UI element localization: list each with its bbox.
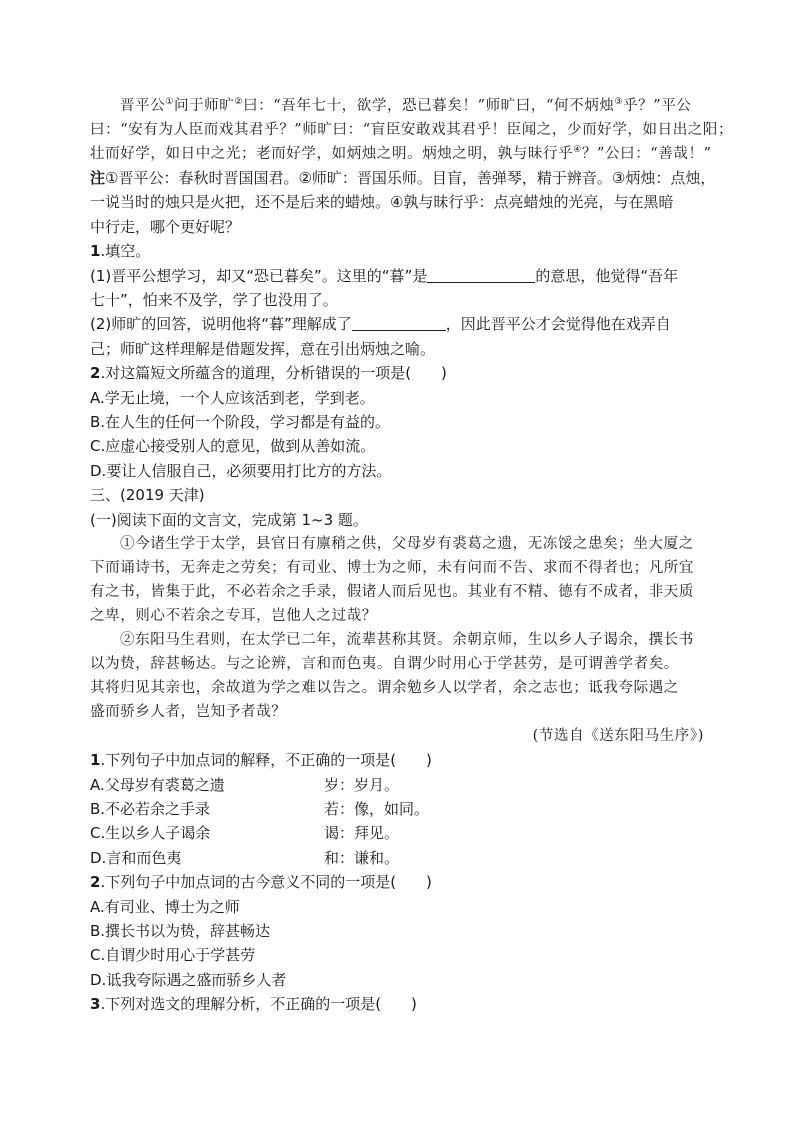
option-explanation: 谒：拜见。 xyxy=(324,824,400,843)
notes-line: 一说当时的烛只是火把，还不是后来的蜡烛。④孰与昧行乎：点亮蜡烛的光亮，与在黑暗 xyxy=(90,193,674,212)
passage-text: 乎？”平公 xyxy=(623,98,692,114)
option-b[interactable] xyxy=(90,797,704,821)
question-2-choice xyxy=(90,361,704,483)
question-title xyxy=(90,239,704,263)
notes-line: 中行走，哪个更好呢？ xyxy=(90,217,241,236)
question-number: 1 xyxy=(90,751,101,770)
section-subheading: (一)阅读下面的文言文，完成第 1~3 题。 xyxy=(90,510,368,529)
option-explanation: 岁：岁月。 xyxy=(324,775,400,794)
passage-line xyxy=(90,94,704,118)
question-title xyxy=(90,992,704,1016)
question-text: (2)师旷的回答，说明他将“暮”理解成了 xyxy=(90,315,352,334)
question-text: .下列句子中加点词的古今意义不同的一项是( ) xyxy=(100,873,432,892)
question-number: 2 xyxy=(90,364,101,383)
passage-line: 有之书，皆集于此，不必若余之手录，假诸人而后见也。其业有不精、德有不成者，非天质 xyxy=(90,584,694,601)
footnote-marker: ④ xyxy=(573,145,582,156)
passage-line: ①今诸生学于太学，县官日有廪稍之供，父母岁有裘葛之遗，无冻馁之患矣；坐大厦之 xyxy=(120,536,694,553)
passage-line: 之卑，则心不若余之专耳，岂他人之过哉？ xyxy=(90,608,377,625)
notes-text: ①晋平公：春秋时晋国国君。②师旷：晋国乐师。目盲，善弹琴，精于辨音。③炳烛：点烛， xyxy=(105,169,716,187)
question-line xyxy=(90,264,704,288)
question-text: .对这篇短文所蕴含的道理，分析错误的一项是( ) xyxy=(100,364,447,383)
option-d[interactable]: D.要让人信服自己，必须要用打比方的方法。 xyxy=(90,461,392,480)
question-number: 3 xyxy=(90,995,101,1014)
section-three xyxy=(90,483,704,748)
question-number: 2 xyxy=(90,873,101,892)
question-text: 的意思，他觉得“吾年 xyxy=(535,266,679,285)
notes-label: 注 xyxy=(90,169,106,187)
passage-line: 其将归见其亲也，余故道为学之难以告之。谓余勉乡人以学者，余之志也；诋我夸际遇之 xyxy=(90,680,679,697)
question-title xyxy=(90,361,704,385)
question-title xyxy=(90,870,704,894)
passage-line: 盛而骄乡人者，岂知予者哉？ xyxy=(90,704,287,721)
answer-blank-1[interactable] xyxy=(427,266,535,283)
passage-jinpinggong xyxy=(90,94,734,166)
notes-line xyxy=(90,166,716,190)
option-sentence: C.生以乡人子谒余 xyxy=(90,824,211,843)
section-question-3 xyxy=(90,992,704,1016)
section-heading: 三、(2019 天津) xyxy=(90,486,205,505)
question-text: .下列句子中加点词的解释，不正确的一项是( ) xyxy=(100,751,432,770)
option-sentence: B.不必若余之手录 xyxy=(90,799,211,818)
question-text: .填空。 xyxy=(100,242,151,261)
option-a[interactable] xyxy=(90,773,704,797)
question-text: ，因此晋平公才会觉得他在戏弄自 xyxy=(445,315,671,334)
source-citation: (节选自《送东阳马生序》) xyxy=(532,728,704,745)
worksheet-page xyxy=(90,94,734,1017)
passage-line: ②东阳马生君则，在太学已二年，流辈甚称其贤。余朝京师，生以乡人子谒余，撰长书 xyxy=(120,632,694,649)
option-explanation: 若：像，如同。 xyxy=(324,799,430,818)
passage-text: 晋平公 xyxy=(120,98,166,114)
question-1-fill-blank xyxy=(90,239,704,361)
footnote-marker: ② xyxy=(234,97,244,108)
option-sentence: A.父母岁有裘葛之遗 xyxy=(90,775,225,794)
question-line: 己；师旷这样理解是借题发挥，意在引出炳烛之喻。 xyxy=(90,339,436,358)
option-sentence: D.言和而色夷 xyxy=(90,848,182,867)
question-title xyxy=(90,748,704,772)
option-c[interactable]: C.应虚心接受别人的意见，做到从善如流。 xyxy=(90,437,376,456)
question-text: (1)晋平公想学习，却又“恐已暮矣”。这里的“暮”是 xyxy=(90,266,428,285)
question-text: .下列对选文的理解分析，不正确的一项是( ) xyxy=(100,995,417,1014)
option-d[interactable]: D.诋我夸际遇之盛而骄乡人者 xyxy=(90,970,287,989)
passage-line xyxy=(90,142,712,166)
answer-blank-2[interactable] xyxy=(352,314,446,331)
passage-text: 问于师旷 xyxy=(173,98,235,114)
section-question-2 xyxy=(90,870,704,992)
question-line: 七十”，怕来不及学，学了也没用了。 xyxy=(90,291,338,310)
option-c[interactable] xyxy=(90,821,704,845)
passage-line: 下而诵诗书，无奔走之劳矣；有司业、博士为之师，未有问而不告、求而不得者也；凡所宜 xyxy=(90,560,694,577)
option-c[interactable]: C.自谓少时用心于学甚劳 xyxy=(90,946,256,965)
question-number: 1 xyxy=(90,242,101,261)
question-line xyxy=(90,312,704,336)
classical-passage xyxy=(90,532,704,748)
footnote-marker: ① xyxy=(165,97,174,108)
passage-text: ？”公曰：“善哉！” xyxy=(581,146,712,162)
section-question-1 xyxy=(90,748,704,870)
option-b[interactable]: B.撰长书以为贽，辞甚畅达 xyxy=(90,921,271,940)
passage-line: 曰：“安有为人臣而戏其君乎？”师旷曰：“盲臣安敢戏其君乎！臣闻之，少而好学，如日出之阳； xyxy=(90,122,734,138)
option-a[interactable]: A.有司业、博士为之师 xyxy=(90,897,240,916)
annotation-notes xyxy=(90,166,716,239)
footnote-marker: ③ xyxy=(614,97,624,108)
option-d[interactable] xyxy=(90,846,704,870)
option-explanation: 和：谦和。 xyxy=(324,848,400,867)
option-a[interactable]: A.学无止境，一个人应该活到老，学到老。 xyxy=(90,388,375,407)
option-b[interactable]: B.在人生的任何一个阶段，学习都是有益的。 xyxy=(90,413,391,432)
passage-line: 以为贽，辞甚畅达。与之论辨，言和而色夷。自谓少时用心于学甚劳，是可谓善学者矣。 xyxy=(90,656,679,673)
passage-text: 壮而好学，如日中之光；老而好学，如炳烛之明。炳烛之明，孰与昧行乎 xyxy=(90,146,574,162)
passage-text: 曰：“吾年七十，欲学，恐已暮矣！”师旷曰，“何不炳烛 xyxy=(243,98,615,114)
